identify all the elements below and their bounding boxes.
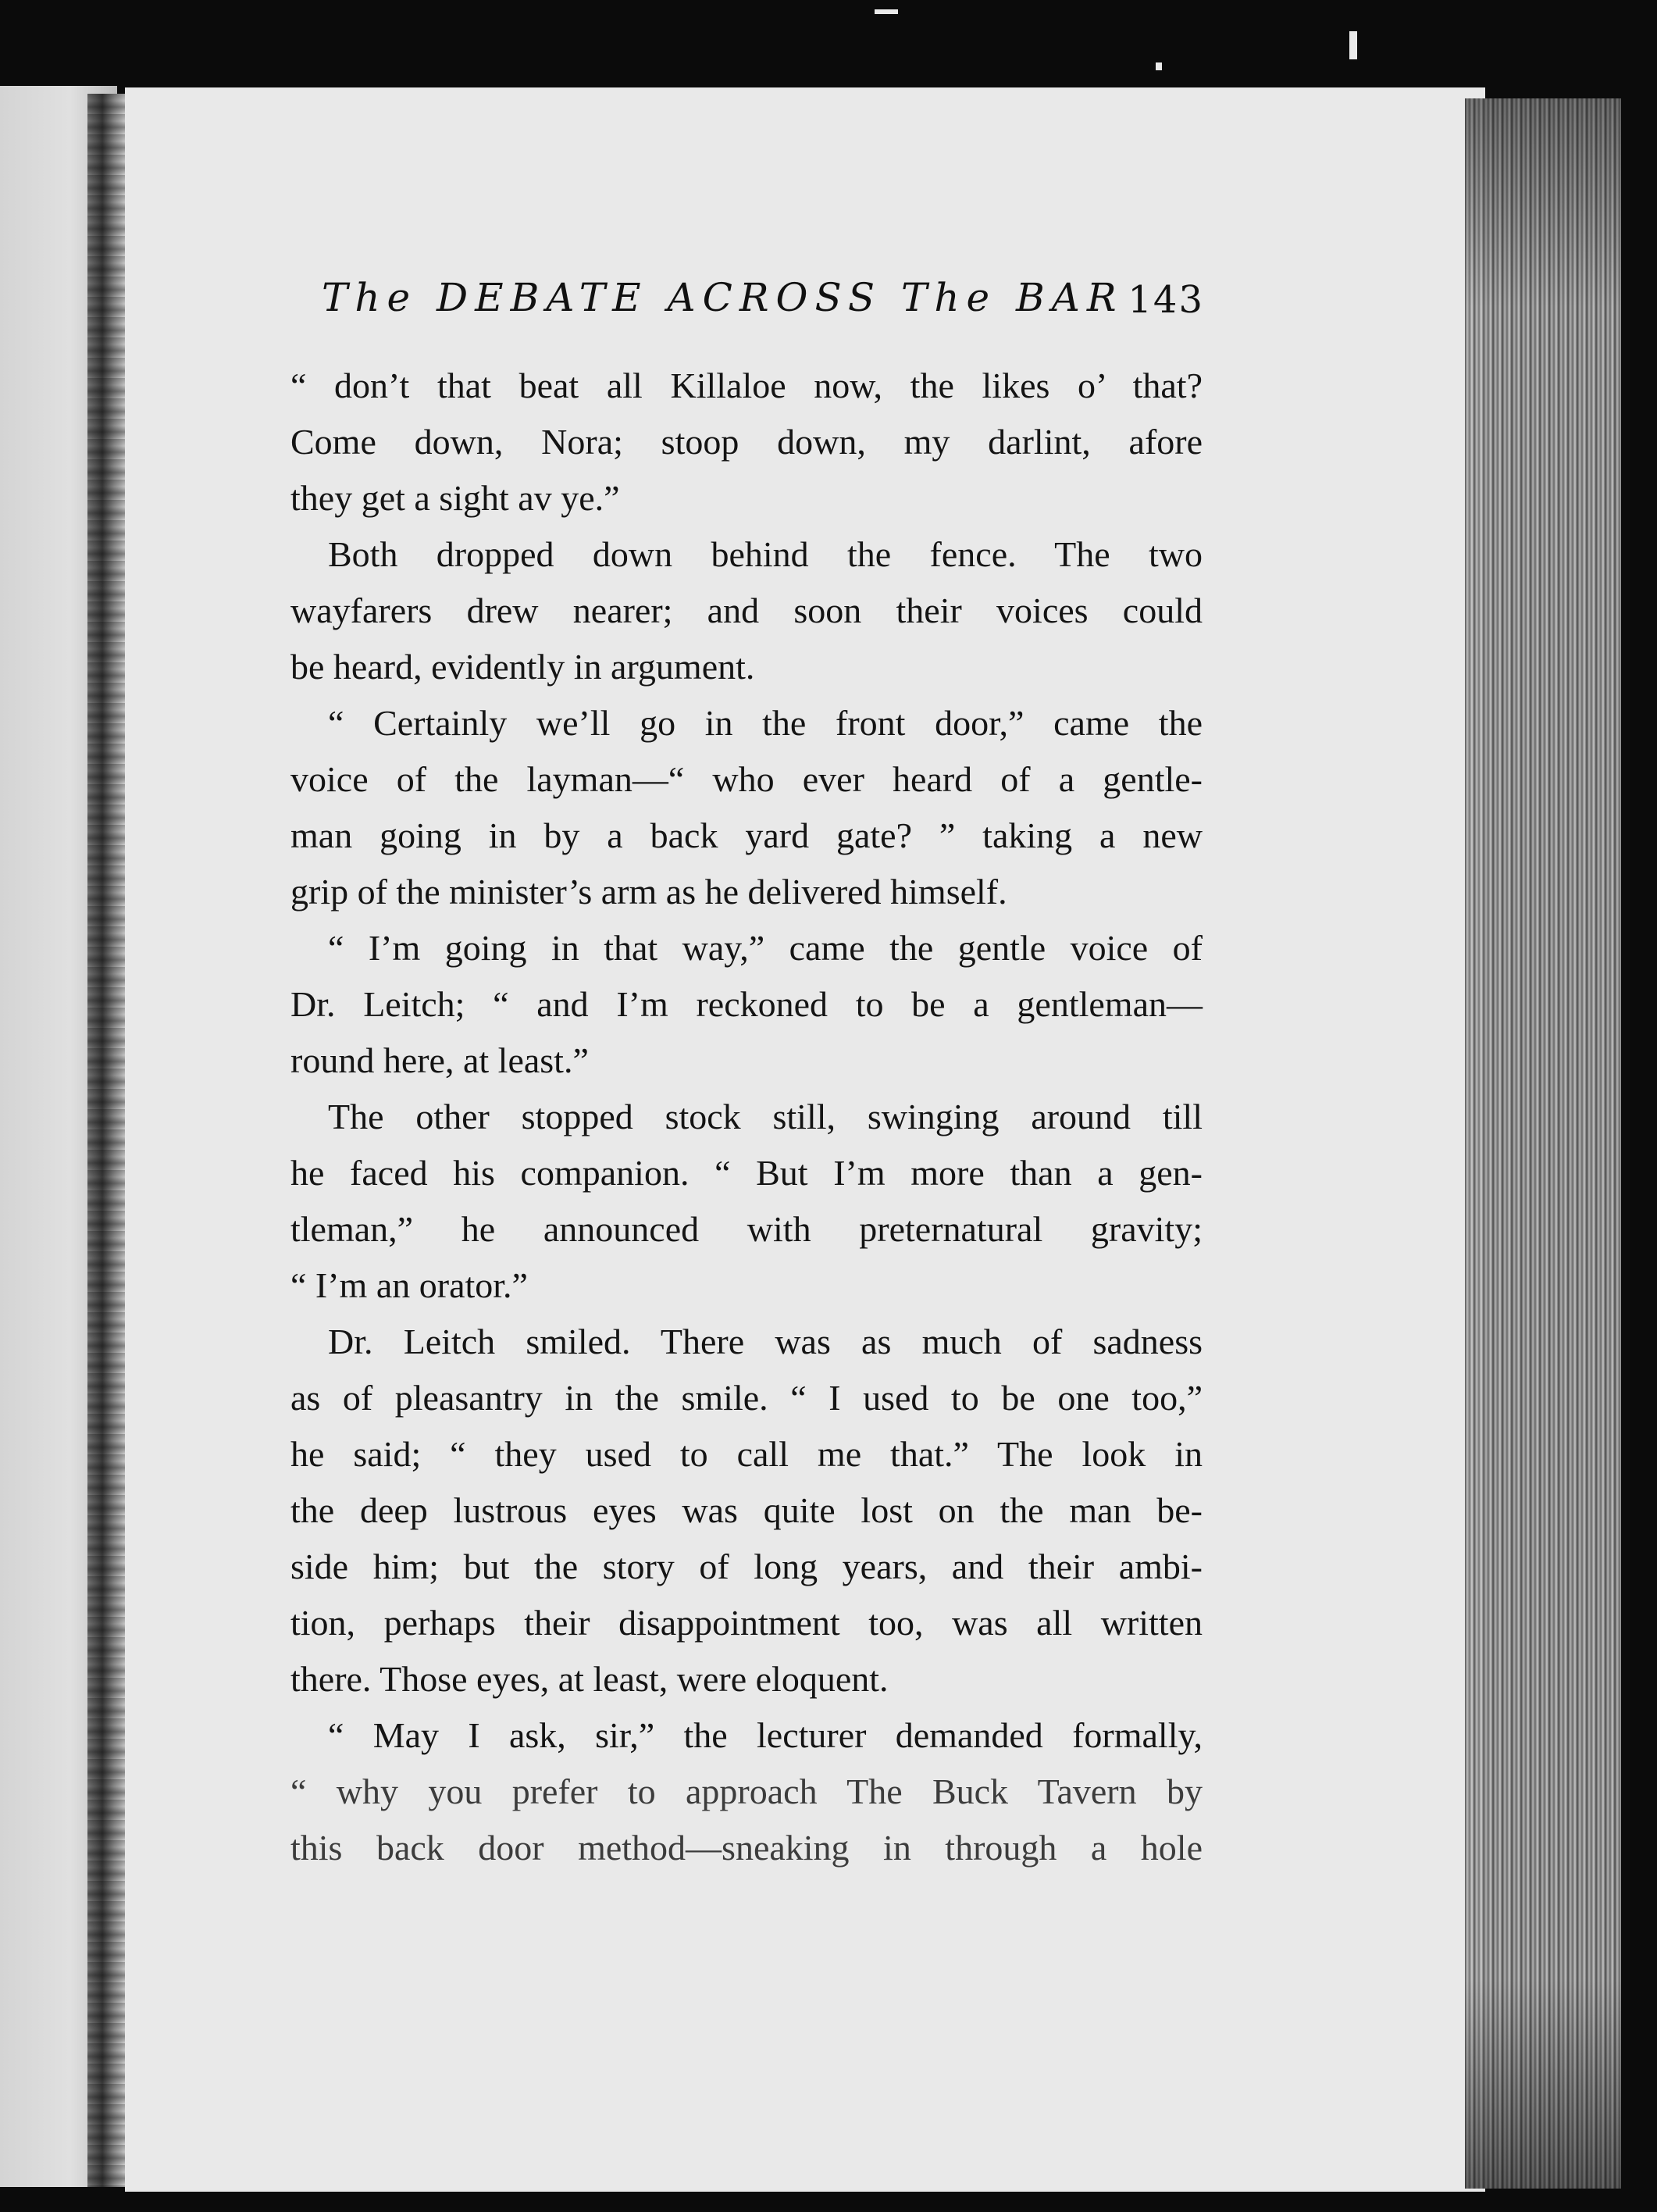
- text-line: be heard, evidently in argument.: [290, 647, 755, 687]
- text-line: they get a sight av ye.”: [290, 478, 620, 518]
- page-number: 143: [1128, 278, 1204, 322]
- text-line: side him; but the story of long years, and their ambi-: [290, 1547, 1203, 1586]
- text-line: tion, perhaps their disappointment too, was all written: [290, 1603, 1203, 1643]
- text-line: he faced his companion. “ But I’m more than a gen-: [290, 1153, 1203, 1193]
- text-line: “ why you prefer to approach The Buck Tavern by: [290, 1771, 1203, 1811]
- page-stack-shadow: [1465, 98, 1621, 2189]
- text-line: “ don’t that beat all Killaloe now, the likes o’ that?: [290, 366, 1203, 405]
- running-head: [322, 275, 1204, 337]
- text-line: “ May I ask, sir,” the lecturer demanded formally,: [328, 1715, 1203, 1755]
- scan-speck: [875, 9, 898, 14]
- text-line: tleman,” he announced with preternatural gravity;: [290, 1209, 1203, 1249]
- text-line: the deep lustrous eyes was quite lost on the man be-: [290, 1490, 1203, 1530]
- text-line: as of pleasantry in the smile. “ I used to be one too,”: [290, 1378, 1203, 1418]
- book-spine-gutter: [87, 94, 125, 2187]
- text-line: “ I’m an orator.”: [290, 1265, 528, 1305]
- text-line: man going in by a back yard gate? ” taking a new: [290, 815, 1203, 855]
- text-line: Dr. Leitch smiled. There was as much of sadness: [328, 1322, 1203, 1361]
- running-head-title: The DEBATE ACROSS The BAR: [322, 275, 1124, 320]
- body-text: [290, 358, 1203, 1876]
- text-line: he said; “ they used to call me that.” The look in: [290, 1434, 1203, 1474]
- text-line: Both dropped down behind the fence. The two: [328, 534, 1203, 574]
- text-line: Come down, Nora; stoop down, my darlint, afore: [290, 422, 1203, 462]
- text-line: there. Those eyes, at least, were eloquent.: [290, 1659, 889, 1699]
- text-line: voice of the layman—“ who ever heard of a gentle-: [290, 759, 1203, 799]
- text-line: this back door method—sneaking in through a hole: [290, 1828, 1203, 1868]
- text-line: “ I’m going in that way,” came the gentle voice of: [328, 928, 1203, 968]
- text-line: round here, at least.”: [290, 1040, 589, 1080]
- scan-speck: [1349, 31, 1357, 59]
- scan-speck: [1156, 62, 1162, 70]
- text-line: The other stopped stock still, swinging around till: [328, 1097, 1203, 1136]
- text-line: wayfarers drew nearer; and soon their voices could: [290, 590, 1203, 630]
- text-line: grip of the minister’s arm as he delivered himself.: [290, 872, 1007, 912]
- text-line: “ Certainly we’ll go in the front door,” came the: [328, 703, 1203, 743]
- text-line: Dr. Leitch; “ and I’m reckoned to be a gentleman—: [290, 984, 1203, 1024]
